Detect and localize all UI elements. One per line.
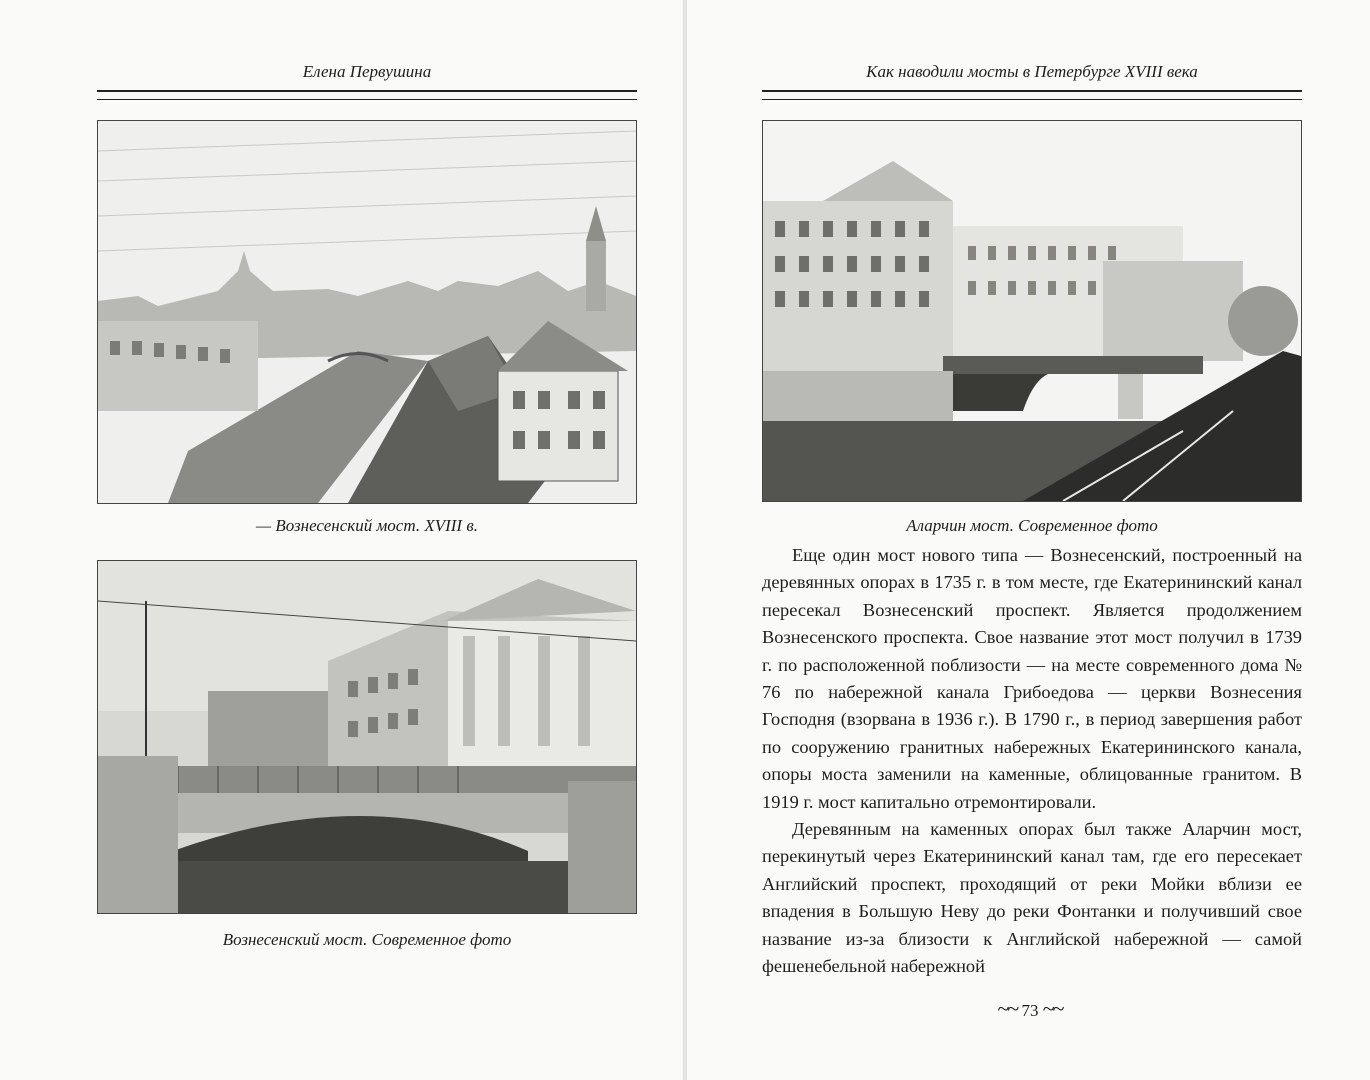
figure-caption: — Вознесенский мост. XVIII в. <box>256 516 478 535</box>
ornament-left-icon: ~~ <box>997 996 1018 1021</box>
right-running-head: Как наводили мосты в Петербурге XVIII века <box>866 62 1198 81</box>
paragraph: Деревянным на каменных опорах был также Аларчин мост, перекинутый через Екатерининский канал там, где его пересекает Английский проспект, проходящий от реки Мойки вблизи ее впадения в Большую Неву до реки Фонтанки и получивший свое название из-за близости к Английской набережной — самой фешенебельной набережной <box>762 819 1302 977</box>
figure-caption: Вознесенский мост. Современное фото <box>222 930 512 949</box>
left-running-head: Елена Первушина <box>302 62 432 81</box>
page-number <box>980 996 1080 1022</box>
body-text <box>762 542 1302 981</box>
right-header-rule <box>762 90 1302 100</box>
book-spine <box>683 0 687 1080</box>
voznesensky-bridge-18th-century-engraving <box>97 120 637 504</box>
left-header-rule <box>97 90 637 100</box>
ornament-right-icon: ~~ <box>1042 996 1063 1021</box>
page-number-value: 73 <box>1021 1001 1039 1020</box>
paragraph: Еще один мост нового типа — Вознесенский, построенный на деревянных опорах в 1735 г. в том месте, где Екатерининский канал пересекал Вознесенский проспект. Является продолжением Вознесенского проспекта. Свое название этот мост получил в 1739 г. по расположенной поблизости — на месте современного дома № 76 по набережной канала Грибоедова — церкви Вознесения Господня (взорвана в 1936 г.). В 1790 г., в период завершения работ по сооружению гранитных набережных Екатерининского канала, опоры моста заменили на каменные, облицованные гранитом. В 1919 г. мост капитально отремонтировали. <box>762 545 1302 812</box>
figure-caption: Аларчин мост. Современное фото <box>906 516 1158 535</box>
voznesensky-bridge-modern-photo <box>97 560 637 914</box>
alarchin-bridge-modern-photo <box>762 120 1302 502</box>
